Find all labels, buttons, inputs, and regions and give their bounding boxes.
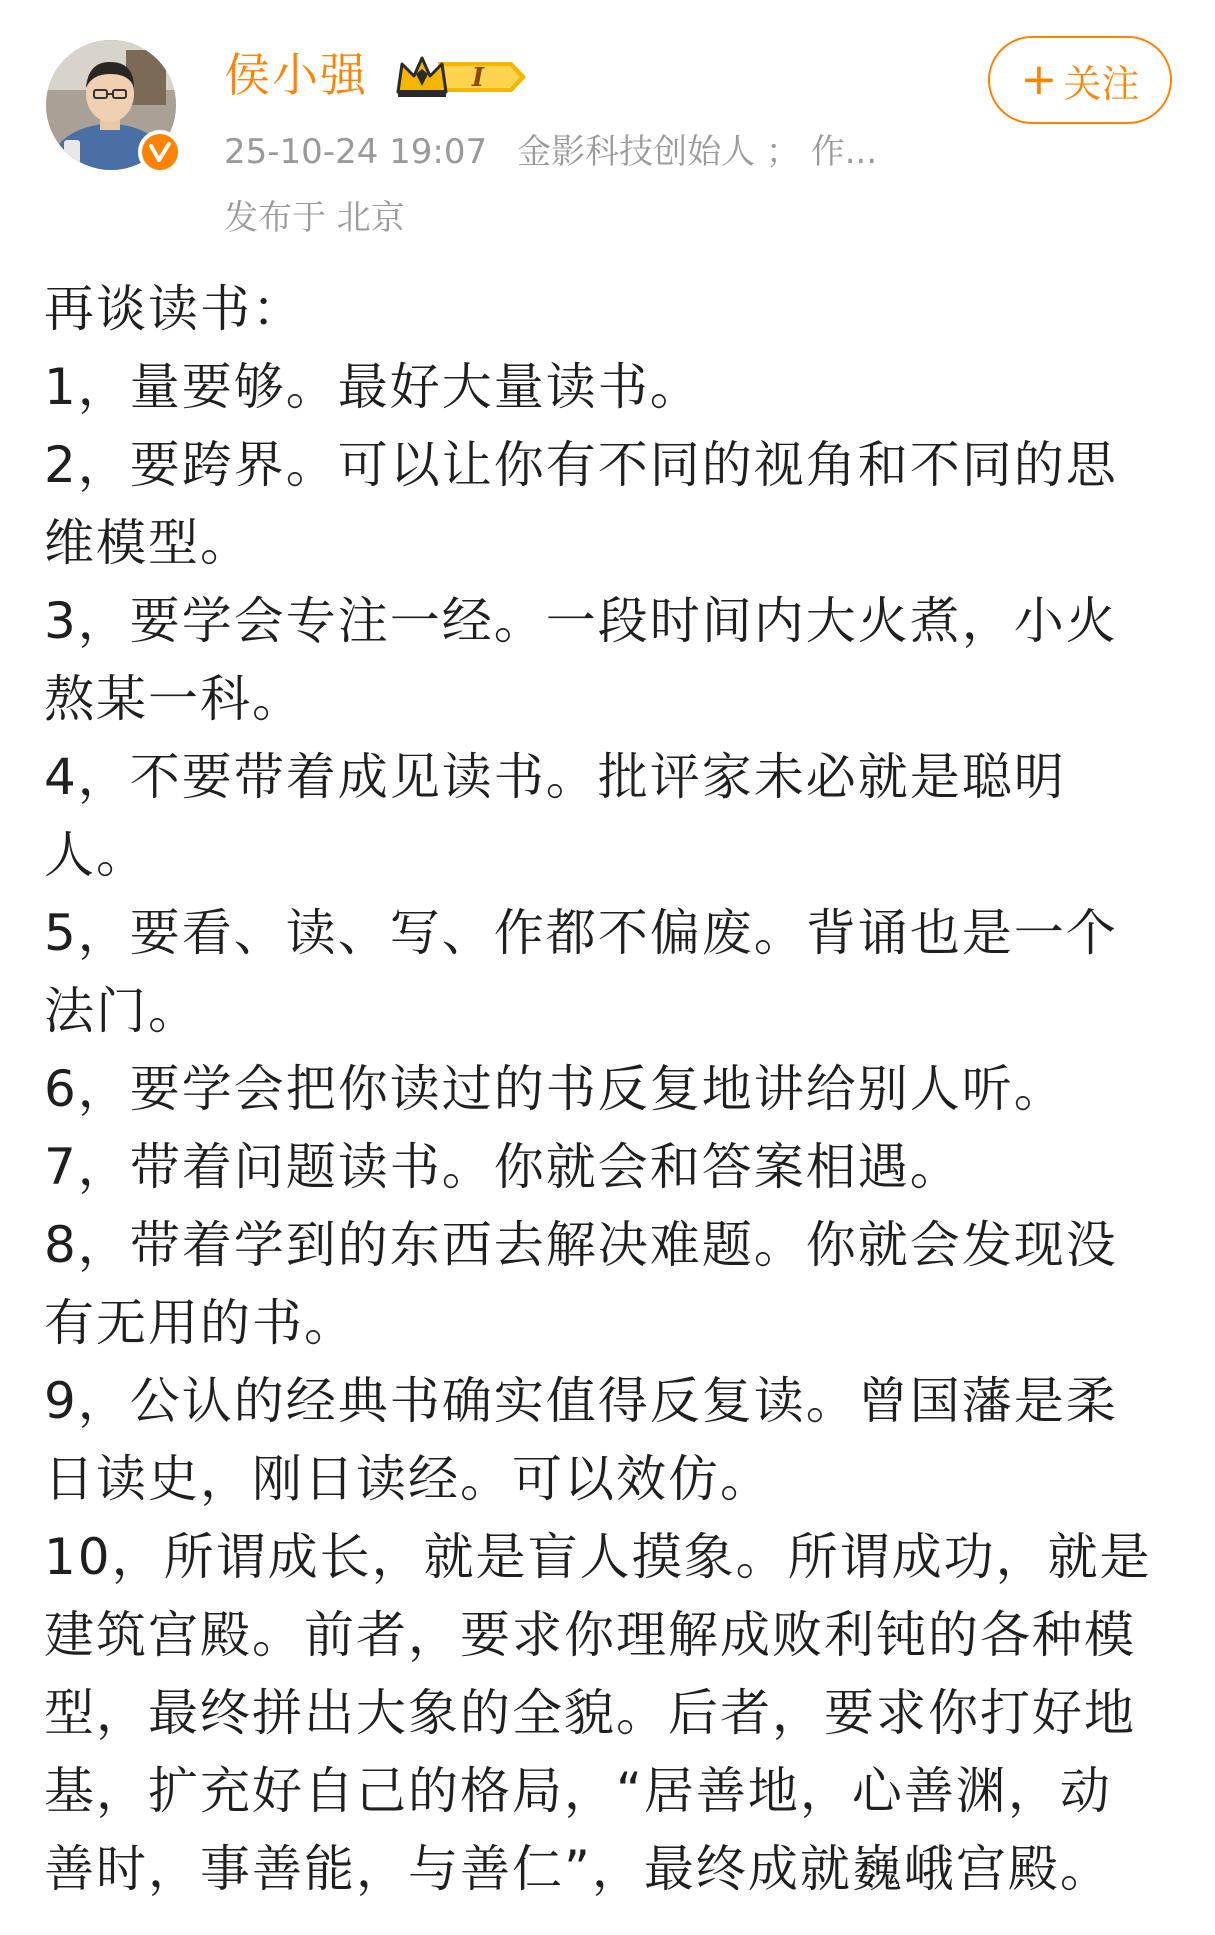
post-header xyxy=(0,0,1215,250)
vip-level: I xyxy=(471,63,485,93)
post-line: 型，最终拼出大象的全貌。后者，要求你打好地 xyxy=(44,1684,1136,1742)
post-content xyxy=(44,270,1174,1908)
author-bio: 金影科技创始人 ； 作... xyxy=(517,132,878,172)
post-line: 4，不要带着成见读书。批评家未必就是聪明 xyxy=(44,748,1066,806)
post-timestamp[interactable]: 25-10-24 19:07 xyxy=(224,132,488,172)
verified-v-icon xyxy=(147,139,173,165)
post-line: 再谈读书： xyxy=(44,280,304,338)
post-line: 基，扩充好自己的格局，“居善地，心善渊，动 xyxy=(44,1762,1112,1820)
post-line: 建筑宫殿。前者，要求你理解成败利钝的各种模 xyxy=(44,1606,1136,1664)
post-line: 日读史，刚日读经。可以效仿。 xyxy=(44,1450,772,1508)
post-line: 2，要跨界。可以让你有不同的视角和不同的思 xyxy=(44,436,1118,494)
post-line: 维模型。 xyxy=(44,514,252,572)
post-line: 善时，事善能，与善仁”，最终成就巍峨宫殿。 xyxy=(44,1840,1112,1898)
post-line: 9，公认的经典书确实值得反复读。曾国藩是柔 xyxy=(44,1372,1118,1430)
post-line: 5，要看、读、写、作都不偏废。背诵也是一个 xyxy=(44,904,1118,962)
verified-badge xyxy=(138,130,182,174)
post-line: 法门。 xyxy=(44,982,200,1040)
post-line: 8，带着学到的东西去解决难题。你就会发现没 xyxy=(44,1216,1118,1274)
post-line: 人。 xyxy=(44,826,148,884)
author-name[interactable]: 侯小强 xyxy=(224,48,368,102)
vip-badge[interactable] xyxy=(394,52,528,102)
post-line: 有无用的书。 xyxy=(44,1294,356,1352)
post-line: 3，要学会专注一经。一段时间内大火煮，小火 xyxy=(44,592,1118,650)
follow-button-label: 关注 xyxy=(1063,61,1140,106)
post-line: 6，要学会把你读过的书反复地讲给别人听。 xyxy=(44,1060,1066,1118)
post-line: 熬某一科。 xyxy=(44,670,304,728)
post-location: 发布于 北京 xyxy=(224,198,405,238)
crown-vip-icon xyxy=(394,52,528,102)
follow-button[interactable] xyxy=(988,36,1172,124)
post-line: 1，量要够。最好大量读书。 xyxy=(44,358,702,416)
plus-icon: + xyxy=(1020,54,1058,105)
post-meta xyxy=(224,128,877,176)
post-line: 10，所谓成长，就是盲人摸象。所谓成功，就是 xyxy=(44,1528,1152,1586)
post-line: 7，带着问题读书。你就会和答案相遇。 xyxy=(44,1138,962,1196)
